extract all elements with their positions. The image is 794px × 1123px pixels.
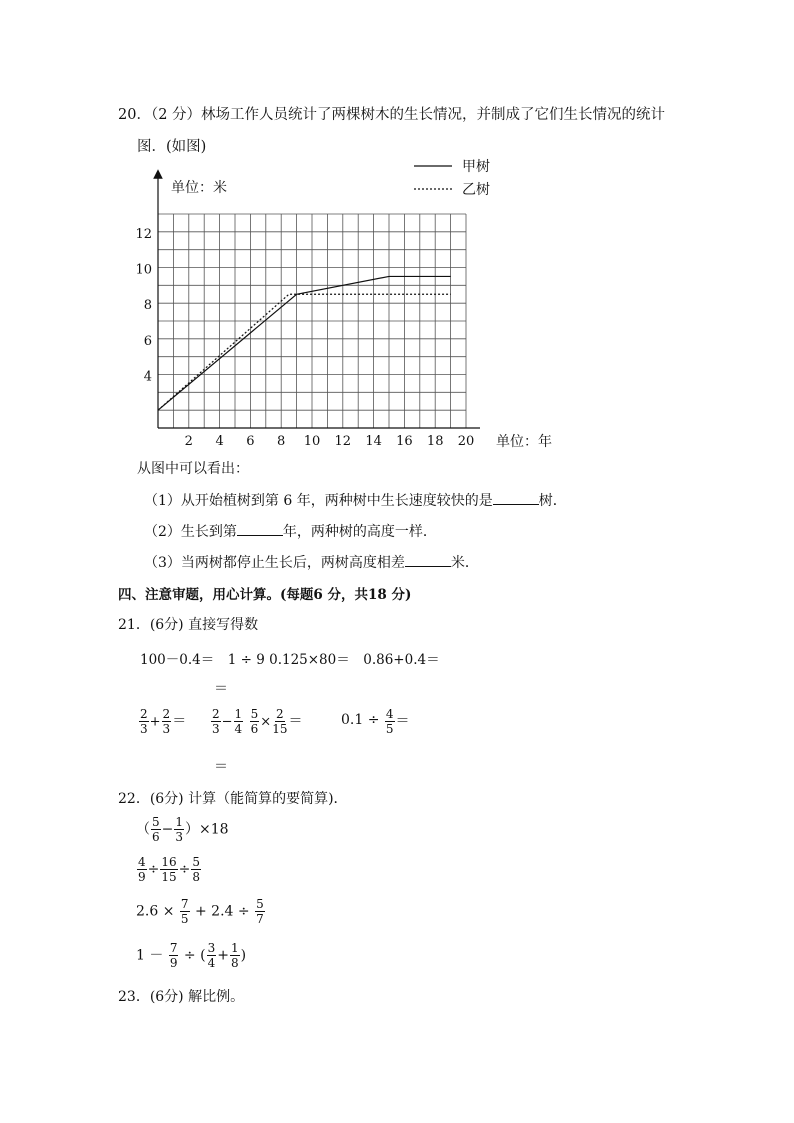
series-line-jia — [158, 276, 451, 410]
chart-legend — [414, 158, 490, 198]
q21-row1: 100－0.4＝ 1 ÷ 9 0.125×80＝ 0.86+0.4＝ — [140, 652, 440, 668]
q21-row2-wrap: ＝ — [214, 759, 228, 775]
q20-sub2 — [144, 521, 437, 541]
x-tick-label: 6 — [246, 434, 255, 449]
series-line-yi — [158, 294, 451, 410]
y-tick-label: 12 — [135, 226, 152, 242]
fraction: $\frac{5}{7}$ — [256, 897, 264, 926]
x-tick-label: 4 — [215, 434, 224, 449]
q23-title: 23．(6分) 解比例。 — [118, 989, 245, 1005]
q20-text-line2: 图．(如图) — [137, 139, 207, 155]
q22-expr3: 2.6 × $\frac{7}{5}$ + 2.4 ÷ $\frac{5}{7}$ — [136, 897, 264, 926]
fraction: $\frac{3}{4}$ — [207, 941, 216, 970]
q21-row2: $\frac{2}{3}$ + $\frac{2}{3}$ ＝ — [140, 707, 187, 736]
fraction: $\frac{7}{9}$ — [169, 941, 178, 970]
q20-intro: 从图中可以看出： — [137, 461, 249, 477]
fraction: $\frac{5}{8}$ — [192, 855, 201, 884]
fraction: $\frac{4}{5}$ — [385, 707, 394, 736]
q21-row2-expr3: 0.1 ÷ $\frac{4}{5}$ ＝ — [341, 707, 410, 736]
fraction: $\frac{2}{3}$ — [212, 707, 220, 736]
growth-line-chart — [135, 150, 560, 450]
q20-sub3-text-b: 米． — [450, 555, 479, 571]
q20-sub3 — [144, 552, 479, 572]
q22-expr2: $\frac{4}{9}$ ÷ $\frac{16}{15}$ ÷ $\frac{5}{8}$ — [138, 855, 201, 884]
chart-axes — [158, 174, 480, 428]
x-tick-label: 8 — [277, 434, 286, 449]
x-axis-label: 单位：年 — [496, 434, 552, 450]
y-axis-label: 单位：米 — [171, 180, 227, 196]
fraction: $\frac{2}{15}$ — [272, 707, 288, 736]
q22-expr4: 1 － $\frac{7}{9}$ ÷ ( $\frac{3}{4}$ + $\frac{1}{8}$ ) — [136, 941, 247, 970]
x-tick-label: 20 — [457, 434, 475, 449]
q20-sub1-text-b: 树． — [538, 493, 567, 509]
fraction: $\frac{7}{5}$ — [180, 897, 189, 926]
q22-expr1: （ $\frac{5}{6}$ − $\frac{1}{3}$ ）×18 — [136, 815, 229, 844]
q20-sub1-text-a: （1）从开始植树到第 6 年，两种树中生长速度较快的是 — [144, 493, 493, 509]
y-tick-label: 8 — [143, 298, 152, 314]
fraction: $\frac{5}{6}$ — [250, 707, 259, 736]
fraction: $\frac{1}{3}$ — [175, 815, 184, 844]
q20-sub2-text-b: 年，两种树的高度一样． — [282, 524, 437, 540]
q20-sub2-blank[interactable] — [237, 523, 283, 536]
q21-title: 21．(6分) 直接写得数 — [118, 617, 259, 633]
fraction: $\frac{1}{4}$ — [234, 707, 243, 736]
q20-sub1-blank[interactable] — [493, 492, 539, 505]
y-tick-label: 6 — [143, 333, 152, 349]
y-tick-label: 10 — [135, 262, 152, 278]
x-tick-label: 2 — [184, 434, 193, 449]
fraction: $\frac{2}{3}$ — [162, 707, 171, 736]
q20-sub3-text-a: （3）当两树都停止生长后，两树高度相差 — [144, 555, 405, 571]
legend-label: 甲树 — [462, 159, 490, 175]
y-tick-label: 4 — [143, 369, 152, 385]
q22-title: 22．(6分) 计算（能简算的要简算)． — [118, 791, 348, 807]
fraction: $\frac{5}{6}$ — [152, 815, 160, 844]
section4-heading: 四、注意审题，用心计算。(每题6 分，共18 分) — [118, 587, 412, 603]
q20-sub1 — [144, 490, 567, 510]
x-tick-label: 18 — [426, 434, 444, 449]
q20-sub3-blank[interactable] — [405, 554, 451, 567]
fraction: $\frac{1}{8}$ — [230, 941, 239, 970]
fraction: $\frac{4}{9}$ — [138, 855, 146, 884]
legend-label: 乙树 — [462, 182, 490, 198]
x-tick-label: 10 — [303, 434, 321, 449]
fraction: $\frac{2}{3}$ — [140, 707, 148, 736]
chart-series — [158, 276, 451, 410]
chart-grid — [158, 214, 466, 428]
chart-labels — [135, 179, 552, 450]
q21-row1-wrap: ＝ — [214, 681, 228, 697]
x-tick-label: 14 — [365, 434, 382, 449]
q21-row2-expr2: $\frac{2}{3}$ − $\frac{1}{4}$ $\frac{5}{6}$ × $\frac{2}{15}$ ＝ — [212, 707, 303, 736]
x-tick-label: 16 — [396, 434, 413, 449]
q20-text-line1: 20．（2 分）林场工作人员统计了两棵树木的生长情况，并制成了它们生长情况的统计 — [118, 107, 666, 123]
fraction: $\frac{16}{15}$ — [161, 855, 177, 884]
q20-sub2-text-a: （2）生长到第 — [144, 524, 237, 540]
x-tick-label: 12 — [334, 434, 352, 449]
